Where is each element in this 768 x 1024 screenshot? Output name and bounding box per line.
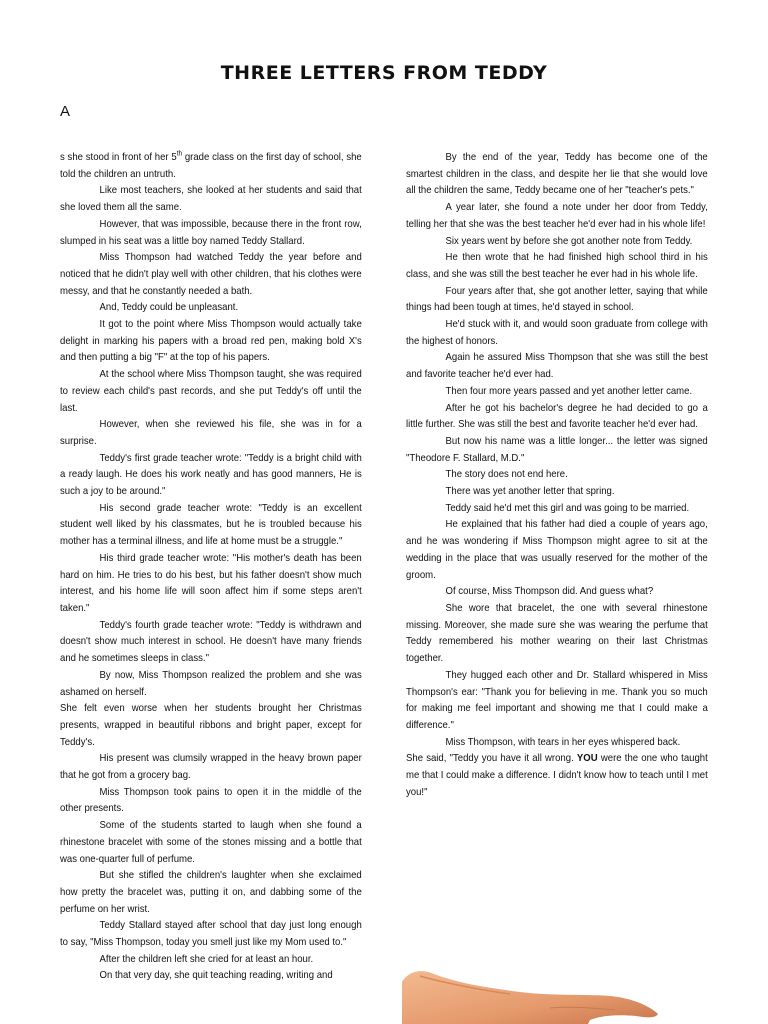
paragraph: And, Teddy could be unpleasant. (99, 302, 239, 314)
paragraph: Six years went by before she got another note from Teddy. (445, 235, 693, 247)
page-title: THREE LETTERS FROM TEDDY (220, 62, 548, 84)
paragraph: Teddy said he'd met this girl and was going to be married. (445, 502, 690, 514)
paragraph: By now, Miss Thompson realized the problem and she was ashamed on herself. (60, 669, 362, 698)
paragraph: His present was clumsily wrapped in the heavy brown paper that he got from a grocery bag. (60, 753, 362, 782)
paragraph (60, 150, 362, 183)
paragraph: He explained that his father had died a couple of years ago, and he was wondering if Miss Thompson might agree to sit at the wedding in the place that was usually reserved for the mother of the groom. (406, 519, 708, 581)
paragraph: Again he assured Miss Thompson that she was still the best and favorite teacher he'd ever had. (406, 352, 708, 381)
paragraph-text: were the one who taught me that I could make a difference. I didn't know how to teach until I met you!" (406, 753, 708, 798)
paragraph: Like most teachers, she looked at her students and said that she loved them all the same. (60, 185, 362, 214)
paragraph: She wore that bracelet, the one with several rhinestone missing. Moreover, she made sure she was wearing the perfume that Teddy remembered his mother wearing on their last Christmas together. (406, 602, 708, 665)
ordinal-superscript: th (176, 150, 183, 158)
paragraph: Teddy's first grade teacher wrote: "Teddy is a bright child with a ready laugh. He does his work neatly and has good manners, He is such a joy to be around." (60, 452, 362, 498)
paragraph-text: grade class on the first day of school, she told the children an untruth. (60, 152, 362, 180)
paragraph: It got to the point where Miss Thompson would actually take delight in marking his papers with a broad red pen, making bold X's and then putting a big "F" at the top of his papers. (60, 319, 362, 364)
paragraph: Then four more years passed and yet another letter came. (445, 385, 693, 397)
paragraph: On that very day, she quit teaching reading, writing and (99, 970, 333, 982)
paragraph: But she stifled the children's laughter when she exclaimed how pretty the bracelet was, putting it on, and dabbing some of the perfume on her wrist. (60, 870, 362, 915)
paragraph: But now his name was a little longer... the letter was signed "Theodore F. Stallard, M.D." (406, 435, 708, 464)
paragraph: His third grade teacher wrote: "His mother's death has been hard on him. He tries to do his best, but his father doesn't show much interest, and his home life will soon affect him if some steps aren't taken." (60, 552, 362, 614)
paragraph: Four years after that, she got another letter, saying that while things had been tough at times, he'd stayed in school. (406, 285, 708, 314)
paragraph: By the end of the year, Teddy has become one of the smartest children in the class, and despite her lie that she would love all the children the same, Teddy became one of her "teacher's pets." (406, 152, 708, 197)
paragraph: Of course, Miss Thompson did. And guess what? (445, 586, 654, 598)
paragraph: His second grade teacher wrote: "Teddy is an excellent student well liked by his classmates, but he is troubled because his mother has a terminal illness, and life at home must be a struggle." (60, 502, 362, 548)
paragraph: However, that was impossible, because there in the front row, slumped in his seat was a little boy named Teddy Stallard. (60, 218, 362, 247)
paragraph: At the school where Miss Thompson taught, she was required to review each child's past records, and she put Teddy's off until the last. (60, 369, 362, 414)
paragraph: Some of the students started to laugh when she found a rhinestone bracelet with some of the stones missing and a bottle that was one-quarter full of perfume. (60, 820, 362, 865)
paragraph-text: She said, "Teddy you have it all wrong. (406, 753, 577, 765)
paragraph: They hugged each other and Dr. Stallard whispered in Miss Thompson's ear: "Thank you for believing in me. Thank you so much for making me feel important and showing me that I could make a difference." (406, 669, 708, 731)
paragraph: However, when she reviewed his file, she was in for a surprise. (60, 419, 362, 447)
paragraph: Miss Thompson took pains to open it in the middle of the other presents. (60, 786, 362, 815)
paragraph: Teddy Stallard stayed after school that day just long enough to say, "Miss Thompson, today you smell just like my Mom used to." (60, 920, 362, 949)
paragraph: Miss Thompson, with tears in her eyes whispered back. (445, 736, 681, 748)
paragraph: Miss Thompson had watched Teddy the year before and noticed that he didn't play well with other children, that his clothes were messy, and that he constantly needed a bath. (60, 252, 362, 297)
paragraph: A year later, she found a note under her door from Teddy, telling her that she was the best teacher he'd ever had in his whole life! (406, 202, 708, 230)
paragraph: After the children left she cried for at least an hour. (99, 953, 314, 965)
right-column (406, 150, 708, 801)
left-column (60, 150, 362, 985)
paragraph: He then wrote that he had finished high school third in his class, and she was still the best teacher he ever had in his whole life. (406, 252, 708, 280)
drop-letter: A (60, 103, 71, 120)
paragraph: The story does not end here. (445, 469, 568, 481)
hand-image (400, 962, 660, 1024)
paragraph: Teddy's fourth grade teacher wrote: "Teddy is withdrawn and doesn't show much interest in school. He doesn't have many friends and he sometimes sleeps in class." (60, 619, 362, 665)
emphasis-text: YOU (576, 753, 598, 765)
paragraph: After he got his bachelor's degree he had decided to go a little further. She was still the best and favorite teacher he'd ever had. (406, 402, 708, 431)
paragraph: There was yet another letter that spring. (445, 486, 615, 498)
paragraph: He'd stuck with it, and would soon graduate from college with the highest of honors. (406, 319, 708, 347)
paragraph: She felt even worse when her students brought her Christmas presents, wrapped in beautiful ribbons and bright paper, except for Teddy's. (60, 703, 362, 748)
paragraph (406, 751, 708, 801)
paragraph-text: s she stood in front of her 5 (60, 152, 177, 163)
